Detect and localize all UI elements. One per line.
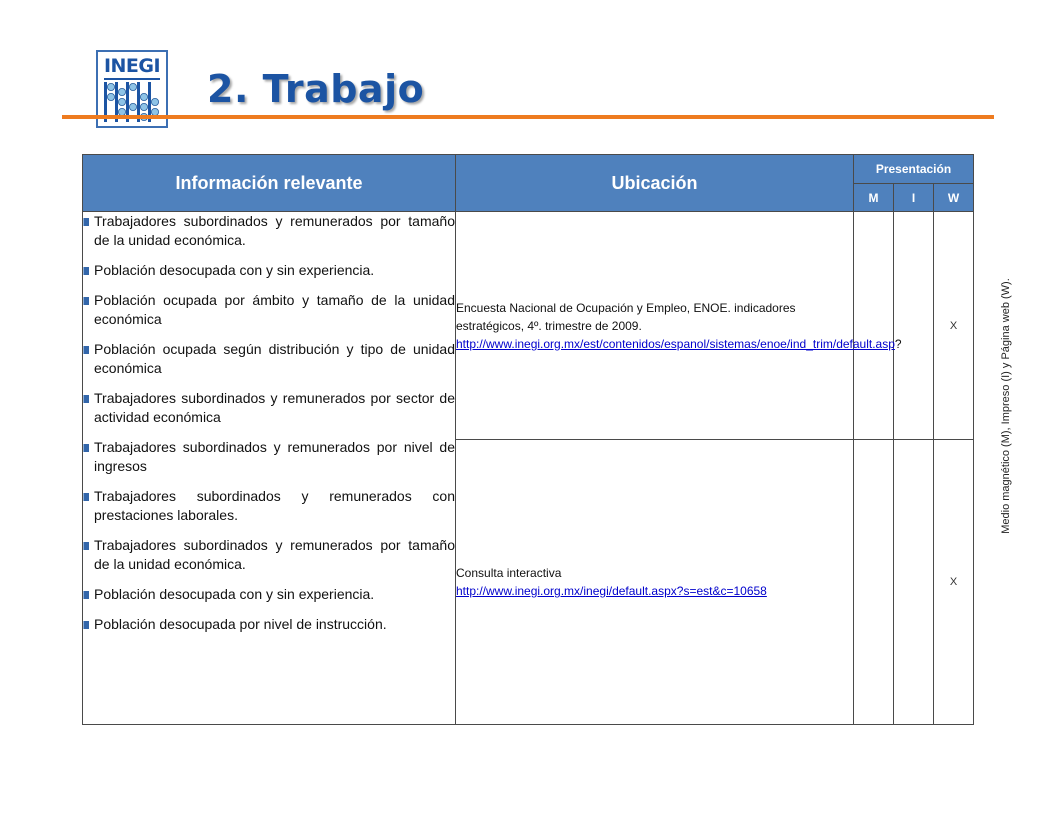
list-item: Población ocupada por ámbito y tamaño de la unidad económica (83, 291, 455, 329)
info-cell (83, 212, 456, 725)
list-item: Trabajadores subordinados y remunerados por tamaño de la unidad económica. (83, 536, 455, 574)
mark-m (854, 212, 894, 440)
enoe-link[interactable]: http://www.inegi.org.mx/est/contenidos/espanol/sistemas/enoe/ind_trim/default.asp (456, 336, 895, 351)
location-cell-enoe (456, 212, 902, 440)
header-divider (62, 115, 994, 119)
bullet-icon (83, 395, 89, 403)
list-item: Población desocupada con y sin experiencia. (83, 261, 455, 280)
bullet-icon (83, 591, 89, 599)
mark-w: X (934, 212, 974, 440)
mark-i (894, 212, 934, 440)
mark-i (894, 440, 934, 725)
bullet-icon (83, 297, 89, 305)
list-item: Población ocupada según distribución y tipo de unidad económica (83, 340, 455, 378)
consulta-link[interactable]: http://www.inegi.org.mx/inegi/default.aspx?s=est&c=10658 (456, 584, 767, 598)
information-table (82, 154, 974, 725)
header-info: Información relevante (83, 155, 456, 212)
list-item: Trabajadores subordinados y remunerados por sector de actividad económica (83, 389, 455, 427)
list-item: Población desocupada con y sin experiencia. (83, 585, 455, 604)
header-i: I (894, 184, 934, 212)
header-location: Ubicación (456, 155, 854, 212)
list-item: Trabajadores subordinados y remunerados por nivel de ingresos (83, 438, 455, 476)
location-cell-consulta (456, 440, 854, 725)
link-suffix: ? (894, 336, 902, 351)
svg-text:INEGI: INEGI (103, 55, 161, 77)
info-list (83, 212, 455, 634)
mark-m (854, 440, 894, 725)
list-item: Trabajadores subordinados y remunerados con prestaciones laborales. (83, 487, 455, 525)
page-title: 2. Trabajo (207, 67, 425, 111)
bullet-icon (83, 444, 89, 452)
header-w: W (934, 184, 974, 212)
presentation-legend: Medio magnético (M), Impreso (I) y Página web (W). (1000, 278, 1012, 534)
header-presentation: Presentación (854, 155, 974, 184)
location-text: Encuesta Nacional de Ocupación y Empleo, ENOE. indicadores estratégicos, 4º. trimestre de 2009. (456, 300, 796, 333)
header-m: M (854, 184, 894, 212)
bullet-icon (83, 621, 89, 629)
list-item: Población desocupada por nivel de instrucción. (83, 615, 455, 634)
location-text: Consulta interactiva (456, 566, 562, 580)
list-item: Trabajadores subordinados y remunerados por tamaño de la unidad económica. (83, 212, 455, 250)
bullet-icon (83, 542, 89, 550)
bullet-icon (83, 346, 89, 354)
bullet-icon (83, 267, 89, 275)
bullet-icon (83, 218, 89, 226)
bullet-icon (83, 493, 89, 501)
mark-w: X (934, 440, 974, 725)
